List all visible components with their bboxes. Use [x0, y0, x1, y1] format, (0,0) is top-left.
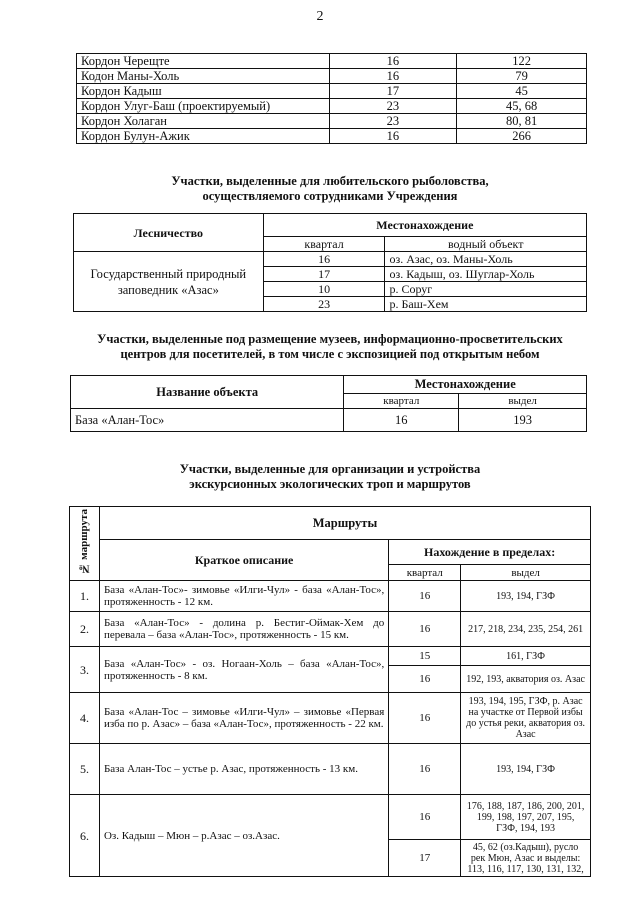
route-vydel: 192, 193, акватория оз. Азас	[461, 666, 591, 693]
routes-table	[69, 506, 591, 877]
route-number: 5.	[70, 744, 100, 795]
route-number: 2.	[70, 612, 100, 647]
heading-line: осуществляемого сотрудниками Учреждения	[202, 189, 458, 203]
route-description: База «Алан-Тос»- зимовье «Илги-Чул» - база «Алан-Тос», протяженность - 12 км.	[99, 581, 388, 612]
table-row	[77, 84, 587, 99]
col-within: Нахождение в пределах:	[389, 540, 591, 565]
forestry-name	[74, 252, 264, 312]
cordon-vydel: 79	[457, 69, 587, 84]
fishing-kvartal: 23	[263, 297, 385, 312]
table-row	[71, 409, 587, 432]
fishing-table	[73, 213, 587, 312]
route-vydel: 176, 188, 187, 186, 200, 201, 199, 198, 197, 207, 195, ГЗФ, 194, 193	[461, 795, 591, 840]
cordon-kvartal: 17	[329, 84, 457, 99]
col-location: Местонахождение	[344, 376, 587, 394]
route-number: 6.	[70, 795, 100, 877]
fishing-kvartal: 10	[263, 282, 385, 297]
col-forestry: Лесничество	[74, 214, 264, 252]
heading-line: Участки, выделенные для любительского рыболовства,	[171, 174, 489, 188]
route-number: 4.	[70, 693, 100, 744]
fishing-kvartal: 16	[263, 252, 385, 267]
col-kvartal: квартал	[344, 393, 459, 408]
table-row	[77, 69, 587, 84]
route-kvartal: 16	[389, 744, 461, 795]
table-row	[70, 795, 591, 840]
cordon-vydel: 45, 68	[457, 99, 587, 114]
route-kvartal: 16	[389, 612, 461, 647]
cordon-kvartal: 16	[329, 54, 457, 69]
forestry-line: заповедник «Азас»	[117, 282, 219, 297]
cordon-name: Кордон Черещте	[77, 54, 330, 69]
col-description: Краткое описание	[99, 540, 388, 581]
col-route-number	[70, 507, 100, 581]
route-number: 1.	[70, 581, 100, 612]
cordon-kvartal: 23	[329, 114, 457, 129]
museums-heading	[60, 332, 600, 362]
table-row	[77, 129, 587, 144]
col-kvartal: квартал	[263, 237, 385, 252]
table-row	[77, 114, 587, 129]
table-row	[70, 612, 591, 647]
col-kvartal: квартал	[389, 565, 461, 581]
route-vydel: 161, ГЗФ	[461, 647, 591, 666]
cordon-name: Кордон Холаган	[77, 114, 330, 129]
object-name: База «Алан-Тос»	[71, 409, 344, 432]
fishing-water: р. Соруг	[385, 282, 587, 297]
cordon-name: Кордон Улуг-Баш (проектируемый)	[77, 99, 330, 114]
col-routes: Маршруты	[99, 507, 590, 540]
museums-table	[70, 375, 587, 432]
col-vydel: выдел	[459, 393, 587, 408]
table-row	[70, 693, 591, 744]
route-kvartal: 15	[389, 647, 461, 666]
route-vydel: 193, 194, ГЗФ	[461, 581, 591, 612]
route-description: Оз. Кадыш – Мюн – р.Азас – оз.Азас.	[99, 795, 388, 877]
fishing-water: оз. Азас, оз. Маны-Холь	[385, 252, 587, 267]
col-location: Местонахождение	[263, 214, 586, 237]
route-kvartal: 16	[389, 693, 461, 744]
object-kvartal: 16	[344, 409, 459, 432]
route-kvartal: 16	[389, 666, 461, 693]
cordon-kvartal: 16	[329, 129, 457, 144]
route-kvartal: 16	[389, 795, 461, 840]
route-vydel: 45, 62 (оз.Кадыш), русло рек Мюн, Азас и выделы: 113, 116, 117, 130, 131, 132,	[461, 840, 591, 877]
object-vydel: 193	[459, 409, 587, 432]
heading-line: экскурсионных экологических троп и маршрутов	[189, 477, 471, 491]
route-description: База «Алан-Тос» - оз. Ногаан-Холь – база «Алан-Тос», протяженность - 8 км.	[99, 647, 388, 693]
cordon-name: Кордон Кадыш	[77, 84, 330, 99]
routes-heading	[60, 462, 600, 492]
fishing-kvartal: 17	[263, 267, 385, 282]
route-vydel: 193, 194, ГЗФ	[461, 744, 591, 795]
cordon-kvartal: 23	[329, 99, 457, 114]
route-description: База «Алан-Тос» - долина р. Бестиг-Оймак-Хем до перевала – база «Алан-Тос», протяженность - 15 км.	[99, 612, 388, 647]
table-row	[77, 54, 587, 69]
table-row	[77, 99, 587, 114]
route-number: 3.	[70, 647, 100, 693]
route-description: База «Алан-Тос – зимовье «Илги-Чул» – зимовье «Первая изба по р. Азас» – база «Алан-Тос», протяженность - 22 км.	[99, 693, 388, 744]
route-description: База Алан-Тос – устье р. Азас, протяженность - 13 км.	[99, 744, 388, 795]
route-vydel: 217, 218, 234, 235, 254, 261	[461, 612, 591, 647]
forestry-line: Государственный природный	[90, 266, 247, 281]
route-kvartal: 16	[389, 581, 461, 612]
page-number: 2	[316, 9, 324, 24]
cordon-kvartal: 16	[329, 69, 457, 84]
fishing-water: оз. Кадыш, оз. Шуглар-Холь	[385, 267, 587, 282]
heading-line: Участки, выделенные под размещение музеев, информационно-просветительских	[97, 332, 563, 346]
heading-line: Участки, выделенные для организации и устройства	[179, 462, 481, 476]
col-water: водный объект	[385, 237, 587, 252]
heading-line: центров для посетителей, в том числе с экспозицией под открытым небом	[120, 347, 540, 361]
col-route-number-label: № маршрута	[78, 509, 91, 575]
fishing-heading	[60, 174, 600, 204]
fishing-water: р. Баш-Хем	[385, 297, 587, 312]
cordon-vydel: 45	[457, 84, 587, 99]
table-row	[70, 647, 591, 666]
cordon-vydel: 80, 81	[457, 114, 587, 129]
cordon-name: Кодон Маны-Холь	[77, 69, 330, 84]
table-row	[70, 581, 591, 612]
cordon-name: Кордон Булун-Ажик	[77, 129, 330, 144]
table-row	[70, 744, 591, 795]
col-object-name: Название объекта	[71, 376, 344, 409]
cordon-vydel: 122	[457, 54, 587, 69]
col-vydel: выдел	[461, 565, 591, 581]
cordons-table	[76, 53, 587, 144]
cordon-vydel: 266	[457, 129, 587, 144]
table-row	[74, 252, 587, 267]
route-vydel: 193, 194, 195, ГЗФ, р. Азас на участке от Первой избы до устья реки, акватория оз. Азас	[461, 693, 591, 744]
route-kvartal: 17	[389, 840, 461, 877]
